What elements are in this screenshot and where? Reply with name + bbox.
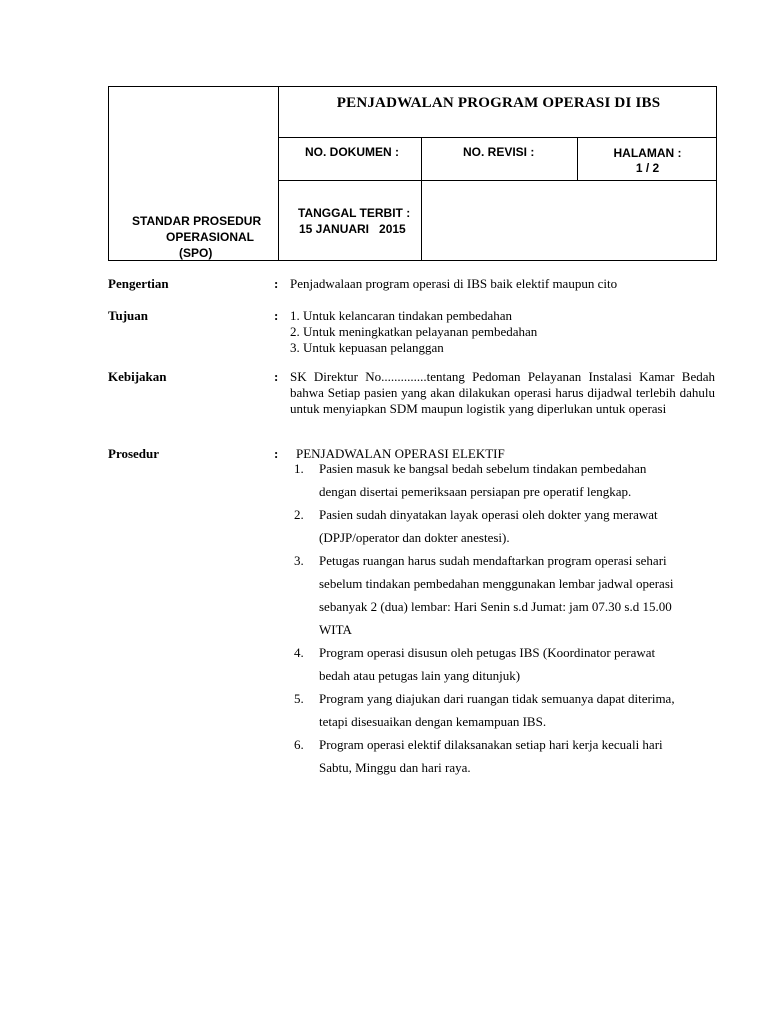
colon: : — [274, 308, 279, 323]
list-item: 2. Untuk meningkatkan pelayanan pembedahan — [290, 324, 538, 339]
colon: : — [274, 446, 279, 461]
list-item — [294, 549, 719, 641]
list-line: Petugas ruangan harus sudah mendaftarkan program operasi sehari — [319, 553, 667, 568]
list-number: 6. — [294, 737, 304, 752]
document-title: PENJADWALAN PROGRAM OPERASI DI IBS — [336, 95, 661, 111]
spo-line: (SPO) — [179, 246, 213, 260]
list-line: tetapi disesuaikan dengan kemampuan IBS. — [319, 714, 547, 729]
list-line: Program operasi elektif dilaksanakan setiap hari kerja kecuali hari — [319, 737, 663, 752]
colon: : — [274, 369, 279, 384]
colon: : — [274, 276, 279, 291]
list-line: sebelum tindakan pembedahan menggunakan lembar jadwal operasi — [319, 576, 674, 591]
list-line: bedah atau petugas lain yang ditunjuk) — [319, 668, 521, 683]
tujuan-label: Tujuan — [108, 308, 148, 323]
pengertian-label: Pengertian — [108, 276, 169, 291]
list-line: Pasien masuk ke bangsal bedah sebelum tindakan pembedahan — [319, 461, 647, 476]
pengertian-text: Penjadwalaan program operasi di IBS baik elektif maupun cito — [290, 276, 618, 291]
list-item — [294, 503, 719, 549]
prosedur-heading: PENJADWALAN OPERASI ELEKTIF — [296, 446, 505, 461]
no-revisi-label: NO. REVISI : — [463, 145, 535, 159]
tanggal-terbit-label: TANGGAL TERBIT : — [298, 206, 411, 220]
spo-line: STANDAR PROSEDUR — [132, 214, 262, 228]
list-line: (DPJP/operator dan dokter anestesi). — [319, 530, 510, 545]
prosedur-list — [294, 457, 719, 779]
divider — [278, 137, 717, 138]
list-line: Program yang diajukan dari ruangan tidak semuanya dapat diterima, — [319, 691, 675, 706]
divider — [421, 137, 422, 260]
list-item — [294, 457, 719, 503]
prosedur-label: Prosedur — [108, 446, 160, 461]
list-item: 3. Untuk kepuasan pelanggan — [290, 340, 444, 355]
list-line: Pasien sudah dinyatakan layak operasi oleh dokter yang merawat — [319, 507, 658, 522]
list-line: WITA — [319, 622, 352, 637]
kebijakan-text: SK Direktur No..............tentang Pedoman Pelayanan Instalasi Kamar Bedah bahwa Setiap pasien yang akan dilakukan operasi harus dijadwal terlebih dahulu untuk menyiapkan SDM maupun logistik yang diperlukan untuk operasi — [290, 369, 715, 416]
divider — [278, 180, 717, 181]
no-dokumen-label: NO. DOKUMEN : — [305, 145, 399, 159]
document-header-table — [108, 86, 717, 261]
halaman-value: 1 / 2 — [635, 161, 660, 175]
tujuan-list — [290, 308, 715, 356]
list-number: 1. — [294, 461, 304, 476]
spo-label — [109, 213, 279, 261]
list-item — [294, 687, 719, 733]
tanggal-terbit-value: 15 JANUARI 2015 — [299, 222, 406, 236]
list-number: 3. — [294, 553, 304, 568]
list-line: Sabtu, Minggu dan hari raya. — [319, 760, 471, 775]
list-number: 5. — [294, 691, 304, 706]
list-line: Program operasi disusun oleh petugas IBS (Koordinator perawat — [319, 645, 656, 660]
list-item — [294, 641, 719, 687]
list-item: 1. Untuk kelancaran tindakan pembedahan — [290, 308, 512, 323]
list-line: dengan disertai pemeriksaan persiapan pre operatif lengkap. — [319, 484, 632, 499]
halaman-label: HALAMAN : — [613, 146, 682, 160]
list-line: sebanyak 2 (dua) lembar: Hari Senin s.d Jumat: jam 07.30 s.d 15.00 — [319, 599, 672, 614]
kebijakan-label: Kebijakan — [108, 369, 167, 384]
list-number: 4. — [294, 645, 304, 660]
spo-line: OPERASIONAL — [166, 230, 255, 244]
list-item — [294, 733, 719, 779]
list-number: 2. — [294, 507, 304, 522]
